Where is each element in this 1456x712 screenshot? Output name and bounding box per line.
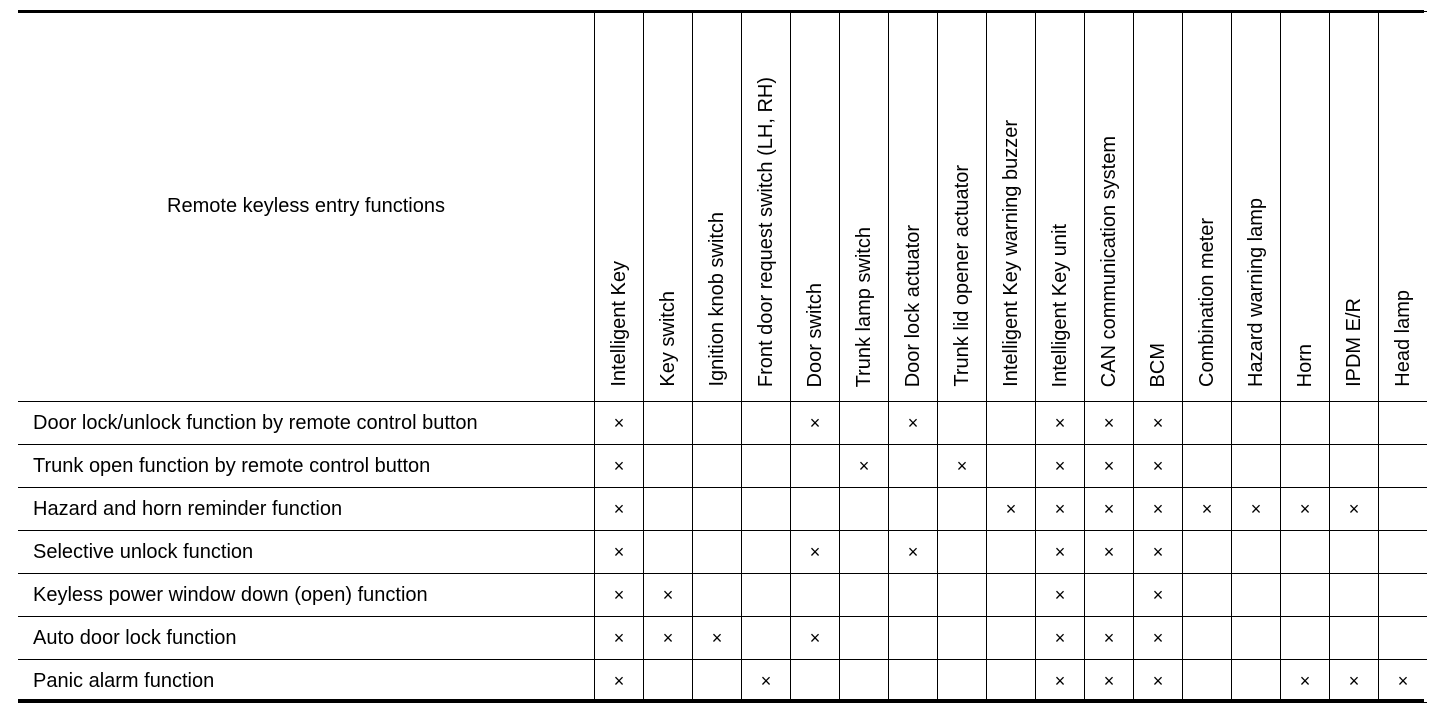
empty-cell xyxy=(987,574,1036,617)
empty-cell xyxy=(840,531,889,574)
table-row xyxy=(18,531,1427,574)
empty-cell xyxy=(1232,574,1281,617)
check-mark-cell: × xyxy=(1036,617,1085,660)
column-header-label: Head lamp xyxy=(1392,290,1414,387)
column-header xyxy=(742,12,791,402)
column-header-label: Hazard warning lamp xyxy=(1245,198,1267,387)
empty-cell xyxy=(791,574,840,617)
empty-cell xyxy=(1379,402,1428,445)
empty-cell xyxy=(840,402,889,445)
check-mark-cell: × xyxy=(742,660,791,703)
empty-cell xyxy=(1183,445,1232,488)
check-mark-cell: × xyxy=(1134,445,1183,488)
function-name-cell: Panic alarm function xyxy=(18,660,595,703)
empty-cell xyxy=(840,488,889,531)
check-mark-cell: × xyxy=(595,660,644,703)
check-mark-cell: × xyxy=(1379,660,1428,703)
empty-cell xyxy=(791,445,840,488)
check-mark-cell: × xyxy=(1134,402,1183,445)
column-header-label: CAN communication system xyxy=(1098,135,1120,387)
check-mark-cell: × xyxy=(1281,488,1330,531)
table-row xyxy=(18,445,1427,488)
empty-cell xyxy=(1281,574,1330,617)
empty-cell xyxy=(1330,617,1379,660)
check-mark-cell: × xyxy=(1036,488,1085,531)
check-mark-cell: × xyxy=(1134,574,1183,617)
check-mark-cell: × xyxy=(595,445,644,488)
empty-cell xyxy=(1232,531,1281,574)
empty-cell xyxy=(889,488,938,531)
check-mark-cell: × xyxy=(1036,445,1085,488)
empty-cell xyxy=(840,660,889,703)
function-name-cell: Selective unlock function xyxy=(18,531,595,574)
empty-cell xyxy=(1330,574,1379,617)
empty-cell xyxy=(987,402,1036,445)
empty-cell xyxy=(644,488,693,531)
column-header-label: Intelligent Key warning buzzer xyxy=(1000,120,1022,387)
check-mark-cell: × xyxy=(1330,660,1379,703)
table-row xyxy=(18,402,1427,445)
empty-cell xyxy=(1379,445,1428,488)
empty-cell xyxy=(1379,617,1428,660)
check-mark-cell: × xyxy=(1036,531,1085,574)
empty-cell xyxy=(693,488,742,531)
empty-cell xyxy=(938,617,987,660)
empty-cell xyxy=(1183,531,1232,574)
empty-cell xyxy=(693,531,742,574)
table-row xyxy=(18,617,1427,660)
corner-header: Remote keyless entry functions xyxy=(18,12,595,402)
empty-cell xyxy=(889,617,938,660)
empty-cell xyxy=(742,445,791,488)
column-header-label: Trunk lid opener actuator xyxy=(951,165,973,387)
column-header-label: Combination meter xyxy=(1196,218,1218,387)
empty-cell xyxy=(644,660,693,703)
empty-cell xyxy=(938,402,987,445)
check-mark-cell: × xyxy=(595,402,644,445)
empty-cell xyxy=(1183,617,1232,660)
empty-cell xyxy=(938,574,987,617)
column-header-label: Intelligent Key xyxy=(608,261,630,387)
check-mark-cell: × xyxy=(1330,488,1379,531)
empty-cell xyxy=(644,445,693,488)
empty-cell xyxy=(742,617,791,660)
empty-cell xyxy=(987,445,1036,488)
column-header xyxy=(889,12,938,402)
check-mark-cell: × xyxy=(693,617,742,660)
function-name-cell: Auto door lock function xyxy=(18,617,595,660)
empty-cell xyxy=(742,531,791,574)
empty-cell xyxy=(693,445,742,488)
empty-cell xyxy=(1330,531,1379,574)
check-mark-cell: × xyxy=(1232,488,1281,531)
column-header xyxy=(938,12,987,402)
empty-cell xyxy=(1183,574,1232,617)
check-mark-cell: × xyxy=(1134,617,1183,660)
column-header xyxy=(1330,12,1379,402)
table-row xyxy=(18,574,1427,617)
column-header-label: Front door request switch (LH, RH) xyxy=(755,76,777,387)
check-mark-cell: × xyxy=(595,574,644,617)
empty-cell xyxy=(791,660,840,703)
check-mark-cell: × xyxy=(644,617,693,660)
check-mark-cell: × xyxy=(791,402,840,445)
check-mark-cell: × xyxy=(1134,488,1183,531)
column-header-label: Trunk lamp switch xyxy=(853,226,875,387)
check-mark-cell: × xyxy=(1085,445,1134,488)
empty-cell xyxy=(1232,402,1281,445)
check-mark-cell: × xyxy=(938,445,987,488)
table-row xyxy=(18,660,1427,703)
empty-cell xyxy=(742,574,791,617)
column-header xyxy=(1183,12,1232,402)
empty-cell xyxy=(938,531,987,574)
check-mark-cell: × xyxy=(791,531,840,574)
check-mark-cell: × xyxy=(595,617,644,660)
check-mark-cell: × xyxy=(595,531,644,574)
check-mark-cell: × xyxy=(1281,660,1330,703)
empty-cell xyxy=(1232,617,1281,660)
column-header-label: Door lock actuator xyxy=(902,224,924,387)
empty-cell xyxy=(987,660,1036,703)
check-mark-cell: × xyxy=(1134,660,1183,703)
empty-cell xyxy=(693,660,742,703)
check-mark-cell: × xyxy=(1085,617,1134,660)
empty-cell xyxy=(693,402,742,445)
check-mark-cell: × xyxy=(889,531,938,574)
column-header xyxy=(644,12,693,402)
empty-cell xyxy=(1183,660,1232,703)
column-header-label: Intelligent Key unit xyxy=(1049,223,1071,387)
empty-cell xyxy=(938,488,987,531)
check-mark-cell: × xyxy=(987,488,1036,531)
empty-cell xyxy=(889,574,938,617)
function-component-table xyxy=(18,11,1427,703)
empty-cell xyxy=(840,617,889,660)
column-header xyxy=(1232,12,1281,402)
check-mark-cell: × xyxy=(595,488,644,531)
check-mark-cell: × xyxy=(1085,488,1134,531)
empty-cell xyxy=(1232,660,1281,703)
empty-cell xyxy=(1281,617,1330,660)
empty-cell xyxy=(1330,445,1379,488)
column-header xyxy=(840,12,889,402)
check-mark-cell: × xyxy=(791,617,840,660)
column-header xyxy=(595,12,644,402)
empty-cell xyxy=(1281,445,1330,488)
empty-cell xyxy=(889,445,938,488)
empty-cell xyxy=(1281,402,1330,445)
check-mark-cell: × xyxy=(1085,660,1134,703)
check-mark-cell: × xyxy=(1036,574,1085,617)
table-body xyxy=(18,402,1427,703)
column-header-label: Key switch xyxy=(657,291,679,387)
empty-cell xyxy=(1379,531,1428,574)
check-mark-cell: × xyxy=(1183,488,1232,531)
function-name-cell: Keyless power window down (open) function xyxy=(18,574,595,617)
check-mark-cell: × xyxy=(1134,531,1183,574)
empty-cell xyxy=(644,531,693,574)
empty-cell xyxy=(1330,402,1379,445)
column-header xyxy=(1036,12,1085,402)
function-name-cell: Hazard and horn reminder function xyxy=(18,488,595,531)
empty-cell xyxy=(1183,402,1232,445)
empty-cell xyxy=(693,574,742,617)
check-mark-cell: × xyxy=(840,445,889,488)
check-mark-cell: × xyxy=(1036,402,1085,445)
empty-cell xyxy=(840,574,889,617)
check-mark-cell: × xyxy=(1085,402,1134,445)
column-header xyxy=(1085,12,1134,402)
header-row xyxy=(18,12,1427,402)
function-name-cell: Door lock/unlock function by remote control button xyxy=(18,402,595,445)
empty-cell xyxy=(742,402,791,445)
check-mark-cell: × xyxy=(1036,660,1085,703)
check-mark-cell: × xyxy=(644,574,693,617)
empty-cell xyxy=(742,488,791,531)
empty-cell xyxy=(987,531,1036,574)
column-header xyxy=(693,12,742,402)
empty-cell xyxy=(1379,488,1428,531)
column-header xyxy=(1281,12,1330,402)
empty-cell xyxy=(1232,445,1281,488)
empty-cell xyxy=(644,402,693,445)
empty-cell xyxy=(987,617,1036,660)
column-header-label: IPDM E/R xyxy=(1343,298,1365,387)
column-header xyxy=(987,12,1036,402)
column-header-label: BCM xyxy=(1147,342,1169,387)
function-name-cell: Trunk open function by remote control button xyxy=(18,445,595,488)
empty-cell xyxy=(889,660,938,703)
table-row xyxy=(18,488,1427,531)
empty-cell xyxy=(1281,531,1330,574)
column-header-label: Ignition knob switch xyxy=(706,212,728,387)
check-mark-cell: × xyxy=(889,402,938,445)
empty-cell xyxy=(938,660,987,703)
empty-cell xyxy=(1379,574,1428,617)
empty-cell xyxy=(791,488,840,531)
column-header-label: Door switch xyxy=(804,282,826,387)
column-header xyxy=(791,12,840,402)
column-header xyxy=(1134,12,1183,402)
empty-cell xyxy=(1085,574,1134,617)
column-header xyxy=(1379,12,1428,402)
column-header-label: Horn xyxy=(1294,343,1316,387)
check-mark-cell: × xyxy=(1085,531,1134,574)
